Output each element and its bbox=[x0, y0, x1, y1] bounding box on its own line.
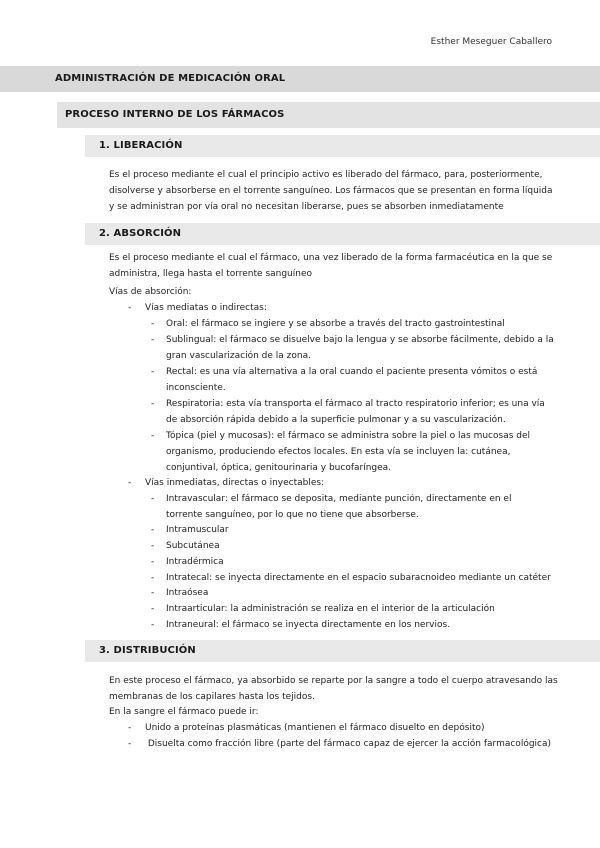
list-bullet: - bbox=[151, 604, 155, 614]
list-item: Subcutánea bbox=[166, 541, 220, 551]
list-bullet: - bbox=[128, 723, 132, 733]
list-bullet: - bbox=[151, 588, 155, 598]
list-bullet: - bbox=[151, 431, 155, 441]
list-item-mediatas: Vías mediatas o indirectas: bbox=[145, 303, 267, 313]
section-heading-distribucion bbox=[85, 640, 600, 662]
list-bullet: - bbox=[151, 573, 155, 583]
section-heading-text: 3. DISTRIBUCIÓN bbox=[99, 645, 196, 656]
list-bullet: - bbox=[151, 399, 155, 409]
list-bullet: - bbox=[128, 303, 132, 313]
document-title: ADMINISTRACIÓN DE MEDICACIÓN ORAL bbox=[55, 73, 286, 84]
document-title-band bbox=[0, 66, 600, 92]
section-heading-text: 1. LIBERACIÓN bbox=[99, 140, 183, 151]
list-bullet: - bbox=[151, 541, 155, 551]
list-bullet: - bbox=[151, 557, 155, 567]
list-item: Unido a proteínas plasmáticas (mantienen el fármaco disuelto en depósito) bbox=[145, 723, 485, 733]
list-item: Oral: el fármaco se ingiere y se absorbe a través del tracto gastrointestinal bbox=[166, 319, 505, 329]
list-item: Intramuscular bbox=[166, 525, 229, 535]
list-item: Respiratoria: esta vía transporta el fármaco al tracto respiratorio inferior; es una vía de absorción rápida debido a la superficie pulmonar y a su vascularización. bbox=[166, 399, 545, 425]
list-bullet: - bbox=[151, 319, 155, 329]
distribucion-lead: En la sangre el fármaco puede ir: bbox=[109, 707, 259, 717]
list-bullet: - bbox=[151, 367, 155, 377]
list-item: Intraósea bbox=[166, 588, 209, 598]
list-item: Intravascular: el fármaco se deposita, mediante punción, directamente en el torrente sanguíneo, por lo que no tiene que absorberse. bbox=[166, 494, 512, 520]
paragraph-distribucion: En este proceso el fármaco, ya absorbido se reparte por la sangre a todo el cuerpo atravesando las membranas de los capilares hasta los tejidos. bbox=[109, 676, 558, 702]
list-bullet: - bbox=[151, 525, 155, 535]
list-bullet: - bbox=[151, 335, 155, 345]
vias-label: Vías de absorción: bbox=[109, 287, 192, 297]
section-heading-absorcion bbox=[85, 223, 600, 245]
author-name: Esther Meseguer Caballero bbox=[430, 37, 552, 47]
paragraph-absorcion: Es el proceso mediante el cual el fármaco, una vez liberado de la forma farmacéutica en la que se administra, llega hasta el torrente sanguíneo bbox=[109, 253, 553, 279]
list-item: Tópica (piel y mucosas): el fármaco se administra sobre la piel o las mucosas del organismo, produciendo efectos locales. En esta vía se incluyen la: cutánea, conjuntival, óptica, genitourinaria y bucofaríngea. bbox=[166, 431, 531, 473]
section-heading-liberacion bbox=[85, 135, 600, 157]
list-bullet: - bbox=[128, 739, 132, 749]
subtitle-band bbox=[57, 102, 600, 128]
subtitle: PROCESO INTERNO DE LOS FÁRMACOS bbox=[65, 109, 285, 120]
list-item: Sublingual: el fármaco se disuelve bajo la lengua y se absorbe fácilmente, debido a la gran vascularización de la zona. bbox=[166, 335, 554, 361]
list-item: Intradérmica bbox=[166, 557, 224, 567]
section-heading-text: 2. ABSORCIÓN bbox=[99, 228, 182, 239]
list-item: Rectal: es una vía alternativa a la oral cuando el paciente presenta vómitos o está inconsciente. bbox=[166, 367, 538, 393]
list-bullet: - bbox=[128, 478, 132, 488]
list-item: Intratecal: se inyecta directamente en el espacio subaracnoideo mediante un catéter bbox=[166, 573, 551, 583]
list-bullet: - bbox=[151, 494, 155, 504]
list-item-inmediatas: Vías inmediatas, directas o inyectables: bbox=[145, 478, 325, 488]
list-bullet: - bbox=[151, 620, 155, 630]
paragraph-liberacion: Es el proceso mediante el cual el principio activo es liberado del fármaco, para, posteriormente, disolverse y absorberse en el torrente sanguíneo. Los fármacos que se presentan en forma líquida y se administran por vía oral no necesitan liberarse, pues se absorben inmediatamente bbox=[109, 170, 553, 212]
list-item: Disuelta como fracción libre (parte del fármaco capaz de ejercer la acción farmacológica) bbox=[145, 739, 552, 749]
list-item: Intraneural: el fármaco se inyecta directamente en los nervios. bbox=[166, 620, 451, 630]
list-item: Intraarticular: la administración se realiza en el interior de la articulación bbox=[166, 604, 495, 614]
